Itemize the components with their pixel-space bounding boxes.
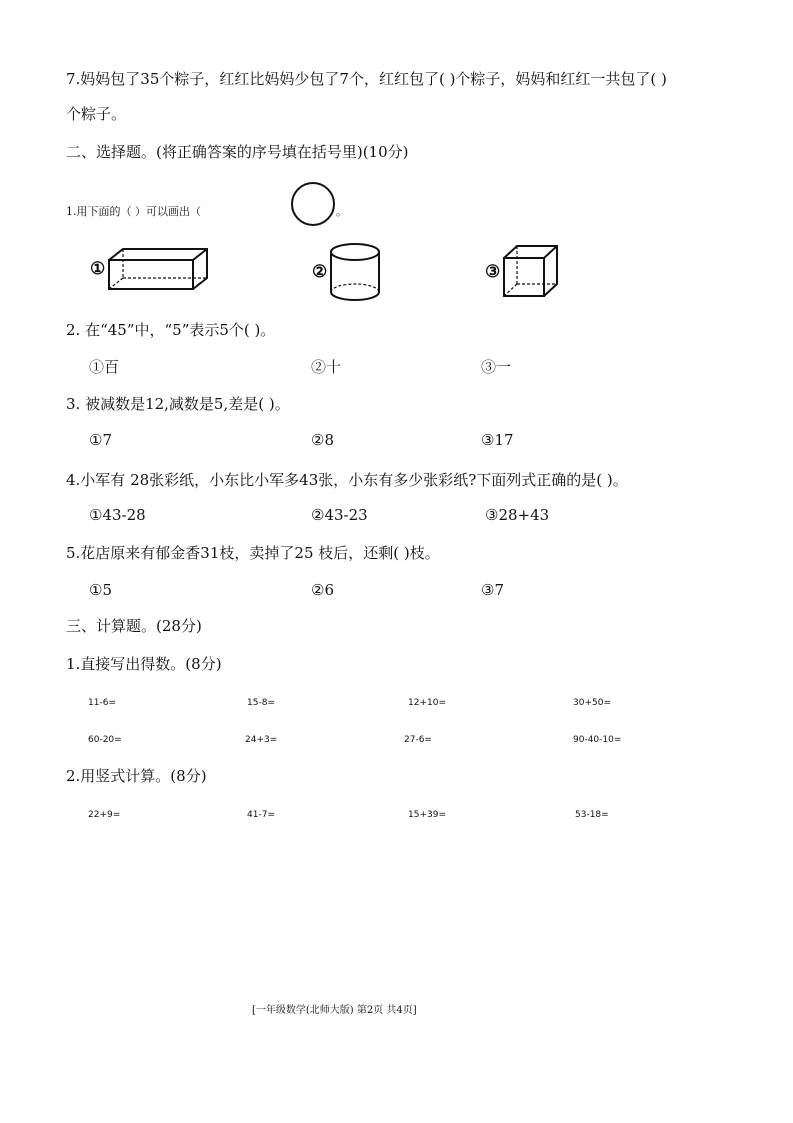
s2-q5-option-1: ①5 bbox=[89, 581, 112, 599]
calc-item: 22+9= bbox=[88, 810, 121, 820]
s2-q2-option-1: ①百 bbox=[89, 358, 120, 376]
calc-item: 27-6= bbox=[404, 735, 432, 745]
cylinder-figure bbox=[328, 242, 384, 304]
s2-question-5-text: 5.花店原来有郁金香31枝，卖掉了25 枝后，还剩( )枝。 bbox=[66, 544, 440, 562]
section-3-heading: 三、计算题。(28分) bbox=[66, 617, 202, 635]
option-label-2: ② bbox=[312, 262, 328, 282]
option-label-1: ① bbox=[90, 259, 106, 279]
s2-question-1-text: 1.用下面的（ ）可以画出（ bbox=[66, 205, 201, 218]
s2-question-2-text: 2. 在“45”中，“5”表示5个( )。 bbox=[66, 321, 276, 339]
option-label-3: ③ bbox=[485, 262, 501, 282]
calc-item: 90-40-10= bbox=[573, 735, 622, 745]
calc-item: 15-8= bbox=[247, 698, 275, 708]
s2-q4-option-2: ②43-23 bbox=[311, 506, 368, 524]
s2-q5-option-2: ②6 bbox=[311, 581, 334, 599]
s2-q4-option-1: ①43-28 bbox=[89, 506, 146, 524]
calc-item: 24+3= bbox=[245, 735, 278, 745]
s2-q3-option-1: ①7 bbox=[89, 431, 112, 449]
section-2-heading: 二、选择题。(将正确答案的序号填在括号里)(10分) bbox=[66, 143, 409, 161]
s2-q2-option-3: ③一 bbox=[481, 358, 512, 376]
calc-item: 41-7= bbox=[247, 810, 275, 820]
calc-item: 60-20= bbox=[88, 735, 122, 745]
s3-question-1-title: 1.直接写出得数。(8分) bbox=[66, 655, 222, 673]
s2-q3-option-2: ②8 bbox=[311, 431, 334, 449]
question-7-line-1: 7.妈妈包了35个粽子，红红比妈妈少包了7个，红红包了( )个粽子，妈妈和红红一共包了( ) bbox=[66, 70, 667, 88]
question-7-line-2: 个粽子。 bbox=[66, 105, 127, 123]
s2-question-1-end: 。 bbox=[336, 205, 347, 218]
s2-q5-option-3: ③7 bbox=[481, 581, 504, 599]
s2-q3-option-3: ③17 bbox=[481, 431, 514, 449]
page-footer: [一年级数学(北师大版) 第2页 共4页] bbox=[252, 1005, 417, 1016]
cube-figure bbox=[501, 243, 561, 299]
s3-question-2-title: 2.用竖式计算。(8分) bbox=[66, 767, 207, 785]
s2-question-3-text: 3. 被减数是12,减数是5,差是( )。 bbox=[66, 395, 290, 413]
calc-item: 12+10= bbox=[408, 698, 446, 708]
calc-item: 30+50= bbox=[573, 698, 611, 708]
s2-q2-option-2: ②十 bbox=[311, 358, 342, 376]
s2-q4-option-3: ③28+43 bbox=[485, 506, 550, 524]
calc-item: 15+39= bbox=[408, 810, 446, 820]
calc-item: 53-18= bbox=[575, 810, 609, 820]
cuboid-figure bbox=[106, 247, 212, 293]
calc-item: 11-6= bbox=[88, 698, 116, 708]
s2-question-4-text: 4.小军有 28张彩纸，小东比小军多43张，小东有多少张彩纸?下面列式正确的是( )。 bbox=[66, 471, 628, 489]
